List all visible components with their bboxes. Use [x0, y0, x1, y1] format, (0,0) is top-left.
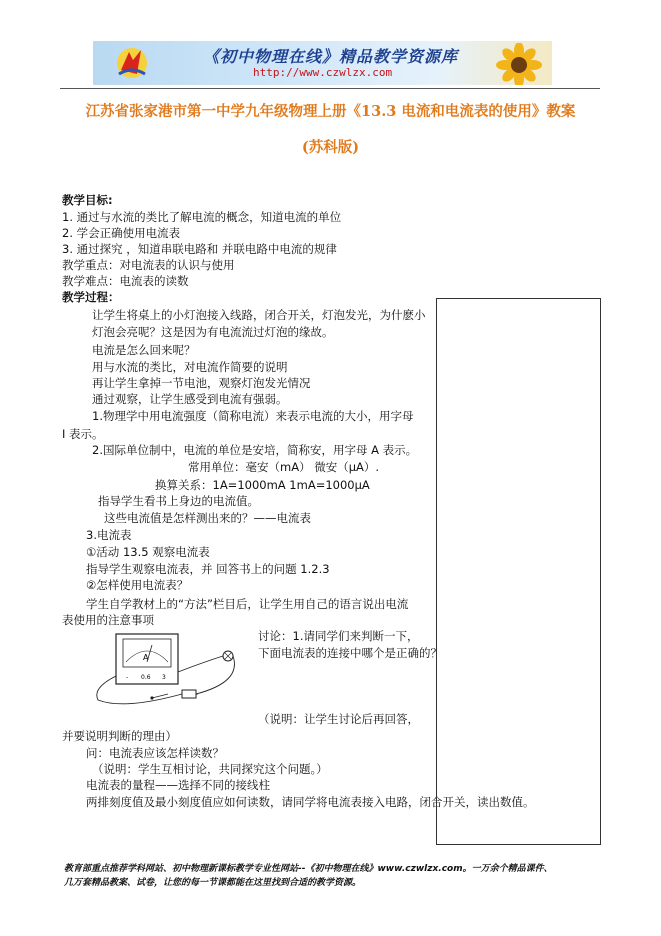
footer-note	[64, 862, 604, 890]
process-line: 让学生将桌上的小灯泡接入线路，闭合开关，灯泡发光，为什麽小	[92, 308, 426, 322]
battery-icon	[182, 690, 196, 698]
process-line: 2.国际单位制中，电流的单位是安培，简称安，用字母 A 表示。	[92, 443, 418, 457]
heading-process: 教学过程：	[62, 290, 120, 304]
process-line: 电流表的量程——选择不同的接线柱	[86, 778, 270, 792]
discussion-note: 并要说明判断的理由）	[62, 729, 177, 743]
discussion-note: （说明：让学生讨论后再回答，	[258, 712, 419, 726]
ammeter-symbol: A	[143, 653, 149, 662]
footer-line-2: 几万套精品教案、试卷，让您的每一节课都能在这里找到合适的教学资源。	[64, 878, 362, 888]
process-line: 这些电流值是怎样测出来的？——电流表	[104, 511, 311, 525]
process-line: I 表示。	[62, 427, 104, 441]
scale-label: -	[126, 674, 129, 681]
process-line: 指导学生观察电流表，并 回答书上的问题 1.2.3	[86, 562, 330, 576]
process-line: 两排刻度值及最小刻度值应如何读数，请同学将电流表接入电路，闭合开关，读出数值。	[86, 795, 535, 809]
process-line: 表使用的注意事项	[62, 613, 154, 627]
objective-2: 2. 学会正确使用电流表	[62, 226, 181, 240]
process-line: 问：电流表应该怎样读数？	[86, 746, 224, 760]
process-line: 学生自学教材上的“方法”栏目后，让学生用自己的语言说出电流	[86, 597, 409, 611]
scale-label: 0.6	[141, 674, 151, 681]
objective-3: 3. 通过探究 ，知道串联电路和 并联电路中电流的规律	[62, 242, 337, 256]
process-line: 换算关系：1A=1000mA 1mA=1000μA	[155, 478, 370, 492]
process-line: 电流是怎么回来呢？	[92, 343, 196, 357]
process-line: 通过观察，让学生感受到电流有强弱。	[92, 392, 288, 406]
footer-line-1: 教育部重点推荐学科网站、初中物理新课标教学专业性网站--《初中物理在线》www.czwlzx.com。一万余个精品课件、	[64, 864, 553, 874]
discussion-line: 下面电流表的连接中哪个是正确的？	[258, 646, 442, 660]
scale-label: 3	[162, 674, 166, 681]
process-line: 1.物理学中用电流强度（简称电流）来表示电流的大小，用字母	[92, 409, 414, 423]
process-line: 常用单位：毫安（mA） 微安（μA）.	[188, 460, 380, 474]
sunflower-image	[479, 43, 547, 85]
switch-icon	[152, 694, 168, 698]
process-line: 灯泡会亮呢？这是因为有电流流过灯泡的缘故。	[92, 325, 334, 339]
process-line: 3.电流表	[86, 528, 132, 542]
ammeter-circuit-figure	[94, 632, 244, 712]
process-line: ②怎样使用电流表？	[86, 578, 189, 592]
document-subtitle: (苏科版)	[301, 139, 360, 156]
notes-box	[436, 298, 601, 845]
header-banner	[93, 41, 552, 85]
site-logo	[115, 46, 149, 80]
objective-1: 1. 通过与水流的类比了解电流的概念，知道电流的单位	[62, 210, 342, 224]
key-point: 教学重点：对电流表的认识与使用	[62, 258, 235, 272]
banner-title: 《初中物理在线》精品教学资源库	[203, 47, 459, 66]
discussion-line: 讨论：1.请同学们来判断一下，	[258, 629, 419, 643]
process-line: 指导学生看书上身边的电流值。	[98, 494, 259, 508]
banner-url[interactable]: http://www.czwlzx.com	[253, 66, 393, 79]
process-line: （说明：学生互相讨论，共同探究这个问题。）	[92, 762, 328, 776]
heading-objectives: 教学目标:	[62, 193, 113, 207]
header-rule	[60, 88, 600, 89]
process-line: 再让学生拿掉一节电池，观察灯泡发光情况	[92, 376, 311, 390]
document-title: 江苏省张家港市第一中学九年级物理上册《13.3 电流和电流表的使用》教案	[85, 103, 576, 120]
process-line: 用与水流的类比，对电流作简要的说明	[92, 360, 288, 374]
process-line: ①活动 13.5 观察电流表	[86, 545, 210, 559]
difficult-point: 教学难点：电流表的读数	[62, 274, 189, 288]
